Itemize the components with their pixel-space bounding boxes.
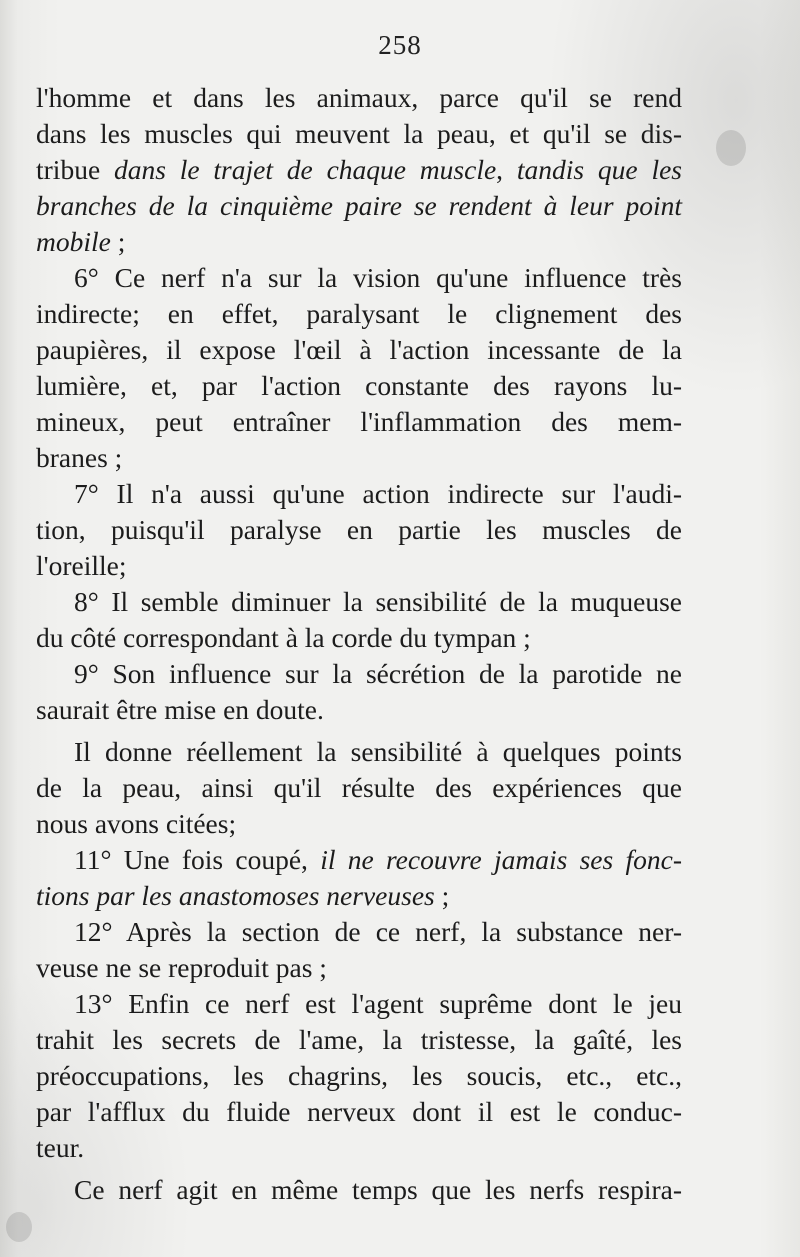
body-text	[36, 80, 682, 1208]
text-line: trahit les secrets de l'ame, la tristesse, la gaîté, les	[36, 1024, 682, 1055]
italic-span: tions par les anastomoses nerveuses	[36, 880, 435, 911]
text-line: veuse ne se reproduit pas ;	[36, 952, 327, 983]
text-line: de la peau, ainsi qu'il résulte des expériences que	[36, 772, 682, 803]
paper-stain	[716, 130, 746, 166]
text-line: l'homme et dans les animaux, parce qu'il se rend	[36, 82, 682, 113]
text-span: ;	[434, 880, 450, 911]
text-line: dans les muscles qui meuvent la peau, et qu'il se dis-	[36, 118, 682, 149]
text-line: lumière, et, par l'action constante des rayons lu-	[36, 370, 682, 401]
italic-span: il ne recouvre jamais ses fonc-	[320, 844, 682, 875]
text-span: ;	[110, 226, 126, 257]
text-line: 12° Après la section de ce nerf, la substance ner-	[74, 916, 682, 947]
text-line: paupières, il expose l'œil à l'action incessante de la	[36, 334, 682, 365]
italic-span: dans le trajet de chaque muscle	[113, 154, 497, 185]
text-line: branes ;	[36, 442, 123, 473]
paper-stain	[6, 1212, 32, 1242]
text-line	[36, 188, 682, 224]
text-line: préoccupations, les chagrins, les soucis, etc., etc.,	[36, 1060, 682, 1091]
text-line: saurait être mise en doute.	[36, 694, 324, 725]
text-line: l'oreille;	[36, 550, 127, 581]
text-line: indirecte; en effet, paralysant le clignement des	[36, 298, 682, 329]
text-line: du côté correspondant à la corde du tympan ;	[36, 622, 531, 653]
italic-span: mobile	[36, 226, 111, 257]
text-line: 7° Il n'a aussi qu'une action indirecte sur l'audi-	[74, 478, 682, 509]
text-line	[36, 878, 682, 914]
text-line: tion, puisqu'il paralyse en partie les muscles de	[36, 514, 682, 545]
text-span: ,	[496, 154, 517, 185]
text-line	[36, 152, 682, 188]
italic-span: tandis que les	[516, 154, 682, 185]
text-line: Ce nerf agit en même temps que les nerfs respira-	[74, 1174, 682, 1205]
text-line	[36, 842, 682, 878]
text-line: 13° Enfin ce nerf est l'agent suprême dont le jeu	[74, 988, 682, 1019]
text-line: 8° Il semble diminuer la sensibilité de la muqueuse	[74, 586, 682, 617]
text-span: 11° Une fois coupé,	[74, 844, 321, 875]
italic-span: branches de la cinquième paire se rendent à leur point	[36, 190, 682, 221]
page-number: 258	[378, 30, 422, 60]
text-line: Il donne réellement la sensibilité à quelques points	[74, 736, 682, 767]
text-line: 9° Son influence sur la sécrétion de la parotide ne	[74, 658, 682, 689]
text-line: teur.	[36, 1132, 85, 1163]
text-span: tribue	[36, 154, 114, 185]
text-line: nous avons citées;	[36, 808, 237, 839]
text-line: mineux, peut entraîner l'inflammation des mem-	[36, 406, 682, 437]
text-line: 6° Ce nerf n'a sur la vision qu'une influence très	[74, 262, 682, 293]
text-line: par l'afflux du fluide nerveux dont il est le conduc-	[36, 1096, 682, 1127]
text-line	[36, 224, 682, 260]
